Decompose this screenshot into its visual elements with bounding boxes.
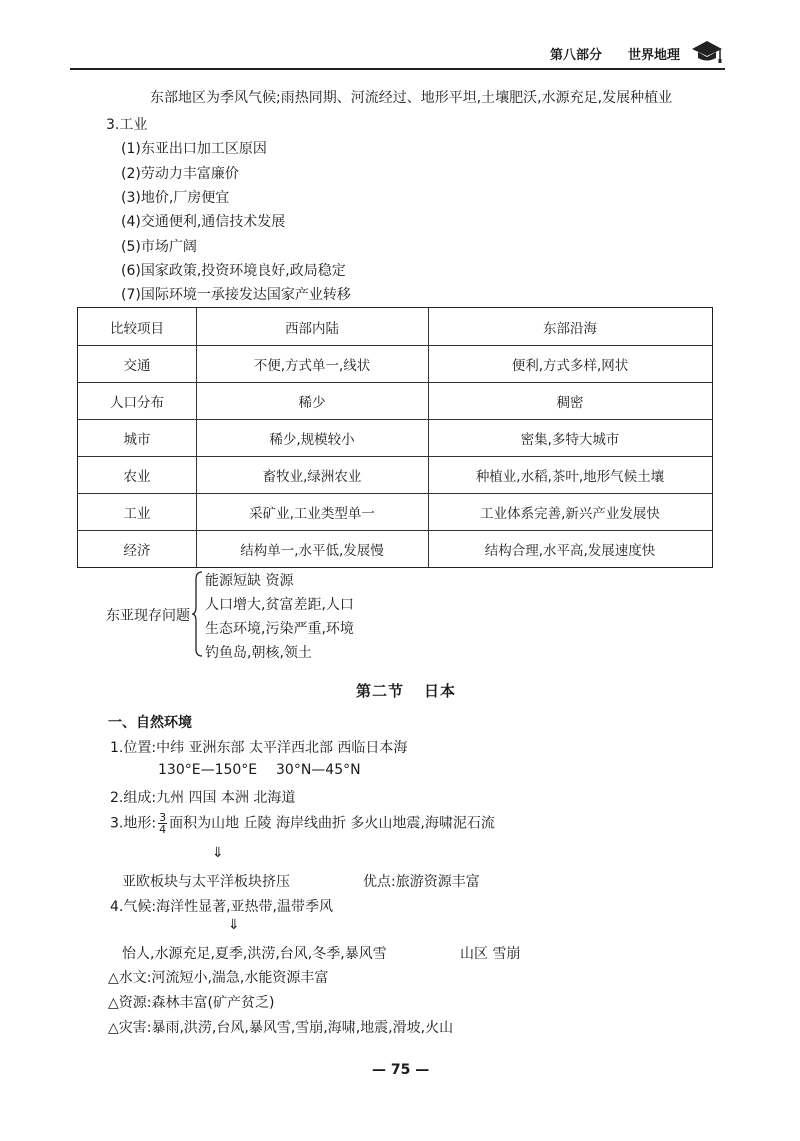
problems-item: 生态环境,污染严重,环境 <box>205 621 354 637</box>
problems-item: 钓鱼岛,朝核,领土 <box>205 645 312 661</box>
table-cell: 稀少,规模较小 <box>269 431 355 448</box>
industry-item: (3)地价,厂房便宜 <box>121 190 230 206</box>
resources-line: △资源:森林丰富(矿产贫乏) <box>108 995 275 1011</box>
table-cell: 经济 <box>123 542 151 559</box>
industry-item: (2)劳动力丰富廉价 <box>121 166 239 182</box>
problems-item: 能源短缺 资源 <box>205 573 294 589</box>
industry-item: (1)东亚出口加工区原因 <box>121 141 267 157</box>
problems-label: 东亚现存问题 <box>106 608 190 624</box>
table-cell: 工业 <box>123 505 151 522</box>
hydrology-line: △水文:河流短小,湍急,水能资源丰富 <box>108 970 329 986</box>
table-cell: 城市 <box>123 431 151 448</box>
table-cell: 稠密 <box>556 394 584 411</box>
table-header-cell: 西部内陆 <box>285 320 339 337</box>
climate-effects: 怡人,水源充足,夏季,洪涝,台风,冬季,暴风雪 <box>122 946 387 962</box>
terrain-line <box>110 812 495 835</box>
terrain-advantage: 优点:旅游资源丰富 <box>363 874 480 890</box>
industry-heading: 3.工业 <box>106 117 148 133</box>
brace-icon <box>191 571 203 657</box>
climate-line: 4.气候:海洋性显著,亚热带,温带季风 <box>110 899 333 915</box>
table-cell: 种植业,水稻,茶叶,地形气候土壤 <box>475 468 665 485</box>
table-cell: 畜牧业,绿洲农业 <box>262 468 362 485</box>
graduation-cap-icon <box>690 38 724 64</box>
table-cell: 结构合理,水平高,发展速度快 <box>484 542 656 559</box>
industry-item: (5)市场广阔 <box>121 239 197 255</box>
section-number: 第二节 <box>356 682 405 700</box>
page-number: — 75 — <box>372 1062 430 1078</box>
composition-line: 2.组成:九州 四国 本洲 北海道 <box>110 790 296 806</box>
location-line: 1.位置:中纬 亚洲东部 太平洋西北部 西临日本海 <box>110 740 408 756</box>
table-cell: 农业 <box>123 468 151 485</box>
table-cell: 密集,多特大城市 <box>520 431 620 448</box>
coordinate-latitude: 30°N—45°N <box>276 762 361 778</box>
comparison-table <box>77 307 713 568</box>
problems-item: 人口增大,贫富差距,人口 <box>205 597 354 613</box>
table-cell: 工业体系完善,新兴产业发展快 <box>480 505 660 522</box>
coordinate-longitude: 130°E—150°E <box>158 762 258 778</box>
header-part: 第八部分 <box>550 48 603 63</box>
section-name: 日本 <box>424 682 457 700</box>
header-rule <box>70 68 725 70</box>
table-cell: 交通 <box>123 357 151 374</box>
industry-item: (6)国家政策,投资环境良好,政局稳定 <box>121 263 346 279</box>
table-header-cell: 东部沿海 <box>543 320 597 337</box>
terrain-rest: 面积为山地 丘陵 海岸线曲折 多火山地震,海啸泥石流 <box>169 815 495 832</box>
terrain-prefix: 3.地形: <box>110 815 157 832</box>
down-arrow-icon: ⇓ <box>212 845 224 861</box>
climate-mountain: 山区 雪崩 <box>460 946 521 962</box>
industry-item: (4)交通便利,通信技术发展 <box>121 214 286 230</box>
table-header-cell: 比较项目 <box>110 320 164 337</box>
fraction <box>158 812 167 835</box>
intro-line: 东部地区为季风气候;雨热同期、河流经过、地形平坦,土壤肥沃,水源充足,发展种植业 <box>150 90 673 106</box>
fraction-denominator: 4 <box>159 823 167 836</box>
industry-item: (7)国际环境一承接发达国家产业转移 <box>121 287 351 303</box>
terrain-cause: 亚欧板块与太平洋板块挤压 <box>122 874 290 890</box>
fraction-numerator: 3 <box>159 811 167 824</box>
table-cell: 稀少 <box>298 394 326 411</box>
table-cell: 不便,方式单一,线状 <box>253 357 371 374</box>
down-arrow-icon: ⇓ <box>228 917 240 933</box>
header-title: 世界地理 <box>628 48 681 63</box>
natural-heading: 一、自然环境 <box>108 715 192 731</box>
table-cell: 人口分布 <box>110 394 164 411</box>
table-cell: 结构单一,水平低,发展慢 <box>240 542 384 559</box>
disasters-line: △灾害:暴雨,洪涝,台风,暴风雪,雪崩,海啸,地震,滑坡,火山 <box>108 1020 454 1036</box>
table-cell: 采矿业,工业类型单一 <box>249 505 375 522</box>
table-cell: 便利,方式多样,网状 <box>511 357 629 374</box>
